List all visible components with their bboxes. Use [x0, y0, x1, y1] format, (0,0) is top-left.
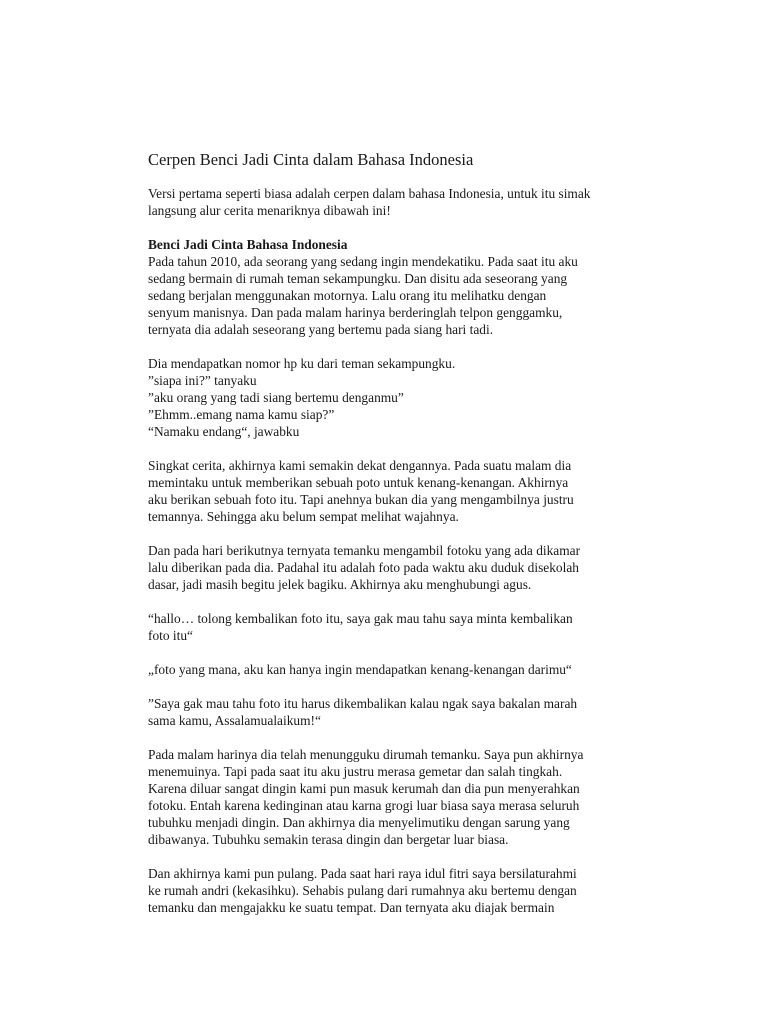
paragraph: [148, 355, 648, 440]
text-line: temannya. Sehingga aku belum sempat melihat wajahnya.: [148, 509, 459, 524]
text-line: ke rumah andri (kekasihku). Sehabis pulang dari rumahnya aku bertemu dengan: [148, 883, 577, 898]
text-line: “hallo… tolong kembalikan foto itu, saya gak mau tahu saya minta kembalikan: [148, 611, 573, 626]
paragraph: [148, 185, 648, 219]
text-line: langsung alur cerita menariknya dibawah ini!: [148, 203, 391, 218]
document-page: [148, 150, 648, 933]
section-subheading: Benci Jadi Cinta Bahasa Indonesia: [148, 237, 348, 252]
text-line: ”aku orang yang tadi siang bertemu denganmu”: [148, 390, 404, 405]
text-line: menemuinya. Tapi pada saat itu aku justru merasa gemetar dan salah tingkah.: [148, 764, 563, 779]
text-line: ”siapa ini?” tanyaku: [148, 373, 257, 388]
paragraph: [148, 542, 648, 593]
text-line: Dan pada hari berikutnya ternyata temanku mengambil fotoku yang ada dikamar: [148, 543, 581, 558]
text-line: temanku dan mengajakku ke suatu tempat. Dan ternyata aku diajak bermain: [148, 900, 555, 915]
text-line: Pada malam harinya dia telah menungguku dirumah temanku. Saya pun akhirnya: [148, 747, 584, 762]
text-line: Versi pertama seperti biasa adalah cerpen dalam bahasa Indonesia, untuk itu simak: [148, 186, 591, 201]
document-title: Cerpen Benci Jadi Cinta dalam Bahasa Indonesia: [148, 150, 474, 169]
document-body: [148, 185, 648, 916]
text-line: aku berikan sebuah foto itu. Tapi anehnya bukan dia yang mengambilnya justru: [148, 492, 574, 507]
text-line: „foto yang mana, aku kan hanya ingin mendapatkan kenang-kenangan darimu“: [148, 662, 572, 677]
text-line: sedang bermain di rumah teman sekampungku. Dan disitu ada seseorang yang: [148, 271, 568, 286]
paragraph: [148, 610, 648, 644]
text-line: foto itu“: [148, 628, 193, 643]
text-line: “Namaku endang“, jawabku: [148, 424, 300, 439]
paragraph: [148, 236, 648, 338]
text-line: ternyata dia adalah seseorang yang bertemu pada siang hari tadi.: [148, 322, 494, 337]
text-line: Singkat cerita, akhirnya kami semakin dekat dengannya. Pada suatu malam dia: [148, 458, 572, 473]
text-line: tubuhku menjadi dingin. Dan akhirnya dia menyelimutiku dengan sarung yang: [148, 815, 570, 830]
paragraph: [148, 865, 648, 916]
text-line: fotoku. Entah karena kedinginan atau karna grogi luar biasa saya merasa seluruh: [148, 798, 580, 813]
text-line: ”Saya gak mau tahu foto itu harus dikembalikan kalau ngak saya bakalan marah: [148, 696, 578, 711]
text-line: sama kamu, Assalamualaikum!“: [148, 713, 321, 728]
text-line: Pada tahun 2010, ada seorang yang sedang ingin mendekatiku. Pada saat itu aku: [148, 254, 578, 269]
paragraph: [148, 457, 648, 525]
text-line: dibawanya. Tubuhku semakin terasa dingin dan bergetar luar biasa.: [148, 832, 509, 847]
text-line: senyum manisnya. Dan pada malam harinya berderinglah telpon genggamku,: [148, 305, 563, 320]
paragraph: [148, 695, 648, 729]
paragraph: [148, 746, 648, 848]
text-line: dasar, jadi masih begitu jelek bagiku. Akhirnya aku menghubungi agus.: [148, 577, 532, 592]
text-line: sedang berjalan menggunakan motornya. Lalu orang itu melihatku dengan: [148, 288, 547, 303]
text-line: ”Ehmm..emang nama kamu siap?”: [148, 407, 335, 422]
text-line: Dia mendapatkan nomor hp ku dari teman sekampungku.: [148, 356, 456, 371]
text-line: Dan akhirnya kami pun pulang. Pada saat hari raya idul fitri saya bersilaturahmi: [148, 866, 577, 881]
paragraph: [148, 661, 648, 678]
text-line: Karena diluar sangat dingin kami pun masuk kerumah dan dia pun menyerahkan: [148, 781, 580, 796]
text-line: memintaku untuk memberikan sebuah poto untuk kenang-kenangan. Akhirnya: [148, 475, 569, 490]
text-line: lalu diberikan pada dia. Padahal itu adalah foto pada waktu aku duduk disekolah: [148, 560, 579, 575]
